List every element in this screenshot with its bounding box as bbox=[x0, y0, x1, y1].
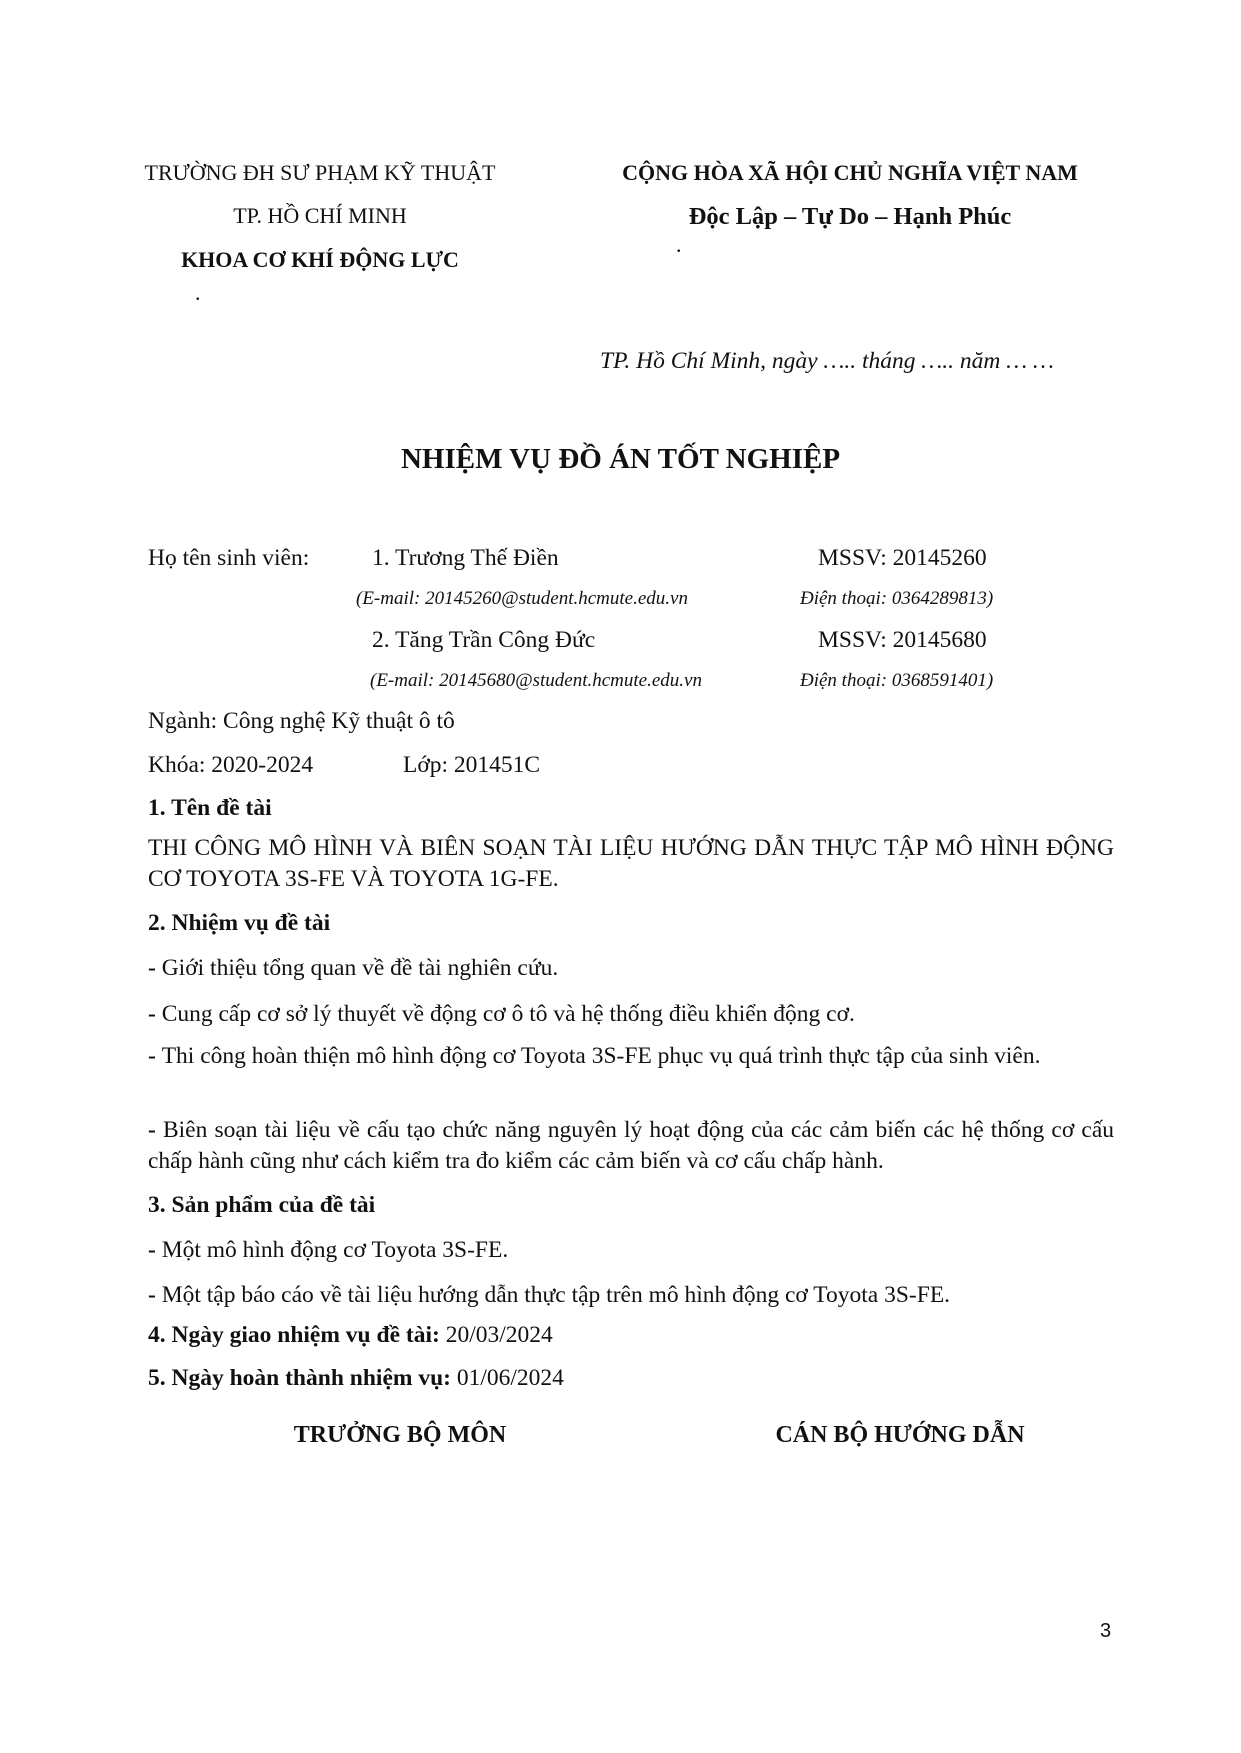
student-1-name: 1. Trương Thế Điền bbox=[372, 545, 559, 571]
section-4 bbox=[148, 1322, 553, 1349]
list-item-text: Biên soạn tài liệu về cấu tạo chức năng nguyên lý hoạt động của các cảm biến các hệ thống cơ cấu chấp hành cũng như cách kiểm tra đo kiểm các cảm biến và cơ cấu chấp hành. bbox=[148, 1117, 1115, 1174]
section-4-label: 4. Ngày giao nhiệm vụ đề tài: bbox=[148, 1322, 440, 1348]
page-title: NHIỆM VỤ ĐỒ ÁN TỐT NGHIỆP bbox=[400, 443, 841, 475]
major: Ngành: Công nghệ Kỹ thuật ô tô bbox=[148, 708, 455, 734]
header-school: TRƯỜNG ĐH SƯ PHẠM KỸ THUẬT bbox=[144, 160, 496, 185]
dot-mark: . bbox=[676, 232, 682, 257]
header-motto: Độc Lập – Tự Do – Hạnh Phúc bbox=[688, 203, 1012, 230]
list-item bbox=[148, 1115, 1114, 1177]
list-item-text: Giới thiệu tổng quan về đề tài nghiên cứu. bbox=[161, 955, 559, 981]
page-number: 3 bbox=[1100, 1620, 1112, 1642]
section-1-text: THI CÔNG MÔ HÌNH VÀ BIÊN SOẠN TÀI LIỆU HƯỚNG DẪN THỰC TẬP MÔ HÌNH ĐỘNG CƠ TOYOTA 3S-FE VÀ TOYOTA 1G-FE. bbox=[148, 835, 1114, 892]
student-2-mssv: MSSV: 20145680 bbox=[818, 627, 987, 653]
header-republic: CỘNG HÒA XÃ HỘI CHỦ NGHĨA VIỆT NAM bbox=[622, 160, 1078, 185]
class: Lớp: 201451C bbox=[403, 752, 541, 778]
list-item bbox=[148, 1041, 1114, 1072]
section-2-heading: 2. Nhiệm vụ đề tài bbox=[148, 910, 331, 936]
student-2-email: (E-mail: 20145680@student.hcmute.edu.vn bbox=[370, 670, 702, 691]
list-item bbox=[148, 999, 1114, 1030]
section-3-heading: 3. Sản phẩm của đề tài bbox=[148, 1192, 376, 1218]
list-item-text: Thi công hoàn thiện mô hình động cơ Toyota 3S-FE phục vụ quá trình thực tập của sinh viên. bbox=[161, 1043, 1041, 1069]
section-5 bbox=[148, 1365, 564, 1392]
course: Khóa: 2020-2024 bbox=[148, 752, 314, 778]
header-faculty: KHOA CƠ KHÍ ĐỘNG LỰC bbox=[181, 247, 459, 272]
list-item-text: Cung cấp cơ sở lý thuyết về động cơ ô tô và hệ thống điều khiển động cơ. bbox=[161, 1001, 855, 1027]
section-4-value: 20/03/2024 bbox=[439, 1322, 553, 1348]
list-item-text: Một tập báo cáo về tài liệu hướng dẫn thực tập trên mô hình động cơ Toyota 3S-FE. bbox=[161, 1282, 951, 1308]
bullet-dash: - bbox=[148, 1043, 162, 1069]
section-5-value: 01/06/2024 bbox=[450, 1365, 564, 1391]
student-1-mssv: MSSV: 20145260 bbox=[818, 545, 987, 571]
dot-mark: . bbox=[195, 280, 201, 305]
student-2-phone: Điện thoại: 0368591401) bbox=[800, 670, 994, 691]
date-line: TP. Hồ Chí Minh, ngày ….. tháng ….. năm … … bbox=[600, 348, 1054, 374]
bullet-dash: - bbox=[148, 955, 162, 981]
list-item-text: Một mô hình động cơ Toyota 3S-FE. bbox=[161, 1237, 509, 1263]
student-1-email: (E-mail: 20145260@student.hcmute.edu.vn bbox=[356, 588, 688, 609]
students-label: Họ tên sinh viên: bbox=[148, 545, 310, 571]
bullet-dash: - bbox=[148, 1282, 162, 1308]
list-item bbox=[148, 1280, 1114, 1311]
bullet-dash: - bbox=[148, 1001, 162, 1027]
bullet-dash: - bbox=[148, 1117, 163, 1143]
signature-head-of-department: TRƯỞNG BỘ MÔN bbox=[293, 1422, 507, 1448]
student-1-phone: Điện thoại: 0364289813) bbox=[800, 588, 994, 609]
signature-supervisor: CÁN BỘ HƯỚNG DẪN bbox=[775, 1422, 1025, 1448]
header-city: TP. HỒ CHÍ MINH bbox=[233, 203, 407, 228]
bullet-dash: - bbox=[148, 1237, 162, 1263]
list-item bbox=[148, 1235, 1114, 1266]
section-1-heading: 1. Tên đề tài bbox=[148, 795, 272, 821]
section-5-label: 5. Ngày hoàn thành nhiệm vụ: bbox=[148, 1365, 451, 1391]
student-2-name: 2. Tăng Trần Công Đức bbox=[372, 627, 596, 653]
list-item bbox=[148, 953, 1114, 984]
